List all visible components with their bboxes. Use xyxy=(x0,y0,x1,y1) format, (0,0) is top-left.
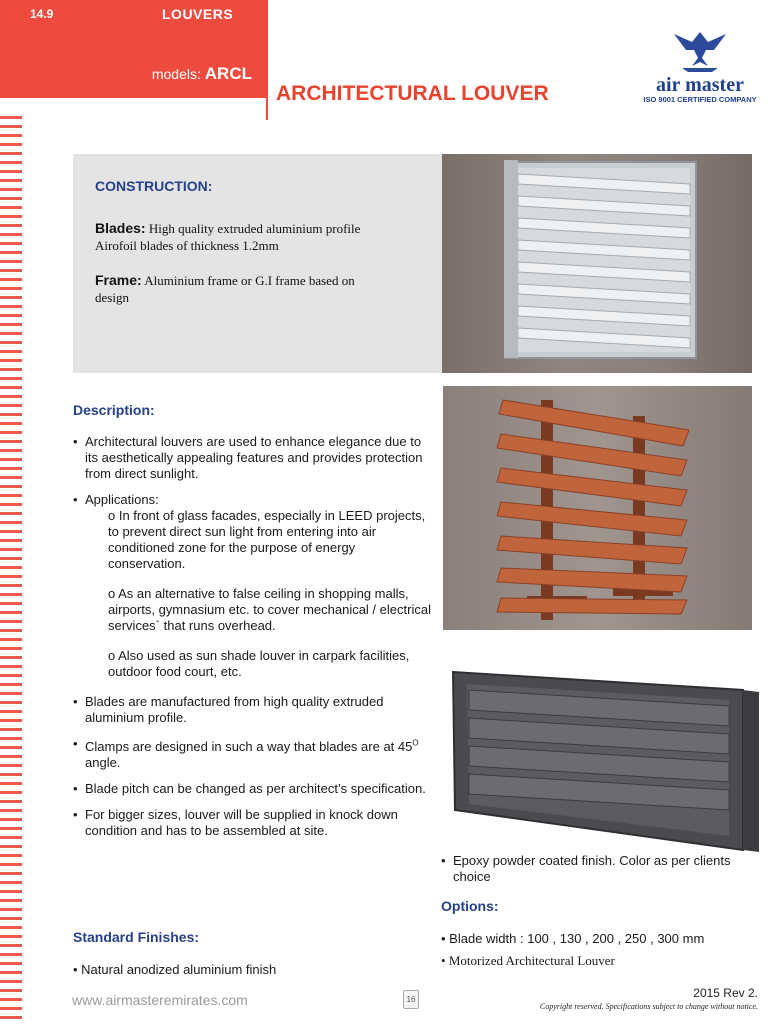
frame-line xyxy=(95,272,355,289)
section-title: LOUVERS xyxy=(162,6,234,22)
list-item: • Blade width : 100 , 130 , 200 , 250 , 300 mm xyxy=(441,931,705,946)
application-item-2: o As an alternative to false ceiling in shopping malls, airports, gymnasium etc. to cover mechanical / electrical services` that runs overhead. xyxy=(108,586,431,633)
bullet-3-text: Clamps are designed in such a way that blades are at 45 xyxy=(85,739,413,755)
option-item-2: Motorized Architectural Louver xyxy=(448,953,615,968)
copyright-notice: Copyright reserved. Specifications subject to change without notice. xyxy=(539,1002,758,1011)
list-item: • Blades are manufactured from high quality extruded aluminium profile. xyxy=(73,694,384,725)
description-bullet-5: For bigger sizes, louver will be supplied in knock down condition and has to be assembled at site. xyxy=(85,807,398,839)
standard-finishes-heading: Standard Finishes: xyxy=(73,929,200,945)
list-item: • Architectural louvers are used to enhance elegance due to its aesthetically appealing features and provides protection from direct sunlight. xyxy=(73,434,423,481)
options-heading: Options: xyxy=(441,898,499,914)
finish-item-1: Natural anodized aluminium finish xyxy=(81,962,277,977)
website-url[interactable]: www.airmasteremirates.com xyxy=(72,992,248,1008)
powder-coated-louver-photo xyxy=(443,660,761,856)
logo-tagline: ISO 9001 CERTIFIED COMPANY xyxy=(643,95,757,104)
list-item: • Epoxy powder coated finish. Color as per clients choice xyxy=(441,853,731,884)
section-header-block xyxy=(0,0,266,98)
blades-text: High quality extruded aluminium profile xyxy=(148,221,361,236)
blades-label: Blades: xyxy=(95,220,146,236)
application-item-1: o In front of glass facades, especially in LEED projects, to prevent direct sun light from entering into air conditioned zone for the purpose of energy conservation. xyxy=(108,508,426,571)
option-item-1: Blade width : 100 , 130 , 200 , 250 , 300 mm xyxy=(449,931,705,946)
description-bullet-4: Blade pitch can be changed as per architect’s specification. xyxy=(85,781,426,797)
revision-label: 2015 Rev 2. xyxy=(693,986,758,1000)
eagle-logo-icon xyxy=(672,28,728,74)
list-item: • For bigger sizes, louver will be supplied in knock down condition and has to be assembled at site. xyxy=(73,807,398,839)
blades-line xyxy=(95,220,360,237)
description-bullet-2: Blades are manufactured from high quality extruded aluminium profile. xyxy=(85,694,384,725)
list-item: • Natural anodized aluminium finish xyxy=(73,962,277,977)
frame-text: Aluminium frame or G.I frame based on xyxy=(144,273,355,288)
side-stripe-decoration xyxy=(0,116,22,1024)
list-item: • Applications: xyxy=(73,492,159,507)
copper-louver-photo xyxy=(443,386,752,630)
louver-frame-photo xyxy=(442,154,752,373)
construction-heading: CONSTRUCTION: xyxy=(95,178,213,194)
company-logo xyxy=(636,28,764,108)
description-heading: Description: xyxy=(73,402,155,418)
header-divider xyxy=(266,0,268,120)
description-body xyxy=(73,434,435,849)
models-value: ARCL xyxy=(204,64,252,83)
blades-line-2: Airofoil blades of thickness 1.2mm xyxy=(95,238,279,253)
frame-line-2: design xyxy=(95,290,129,305)
page-title: ARCHITECTURAL LOUVER xyxy=(276,82,549,105)
finish-item-2: Epoxy powder coated finish. Color as per clients choice xyxy=(453,853,731,884)
page-number: 16 xyxy=(403,990,419,1009)
list-item: • Blade pitch can be changed as per architect’s specification. xyxy=(73,781,426,797)
degree-superscript: O xyxy=(412,739,419,748)
applications-label: Applications: xyxy=(85,492,159,507)
models-prefix: models: xyxy=(151,66,201,82)
logo-name: air master xyxy=(656,74,744,96)
description-bullet-1: Architectural louvers are used to enhance elegance due to its aesthetically appealing features and provides protection from direct sunlight. xyxy=(85,434,423,481)
construction-box xyxy=(73,154,443,373)
bullet-3-suffix: angle. xyxy=(85,755,121,771)
description-bullet-3 xyxy=(85,739,419,770)
application-item-3: o Also used as sun shade louver in carpark facilities, outdoor food court, etc. xyxy=(108,648,410,679)
list-item: • Motorized Architectural Louver xyxy=(441,953,615,968)
list-item: • Clamps are designed in such a way that blades are at $45^O$ angle. xyxy=(73,736,419,771)
section-number: 14.9 xyxy=(30,7,54,21)
frame-label: Frame: xyxy=(95,272,142,288)
models-label xyxy=(152,64,252,84)
